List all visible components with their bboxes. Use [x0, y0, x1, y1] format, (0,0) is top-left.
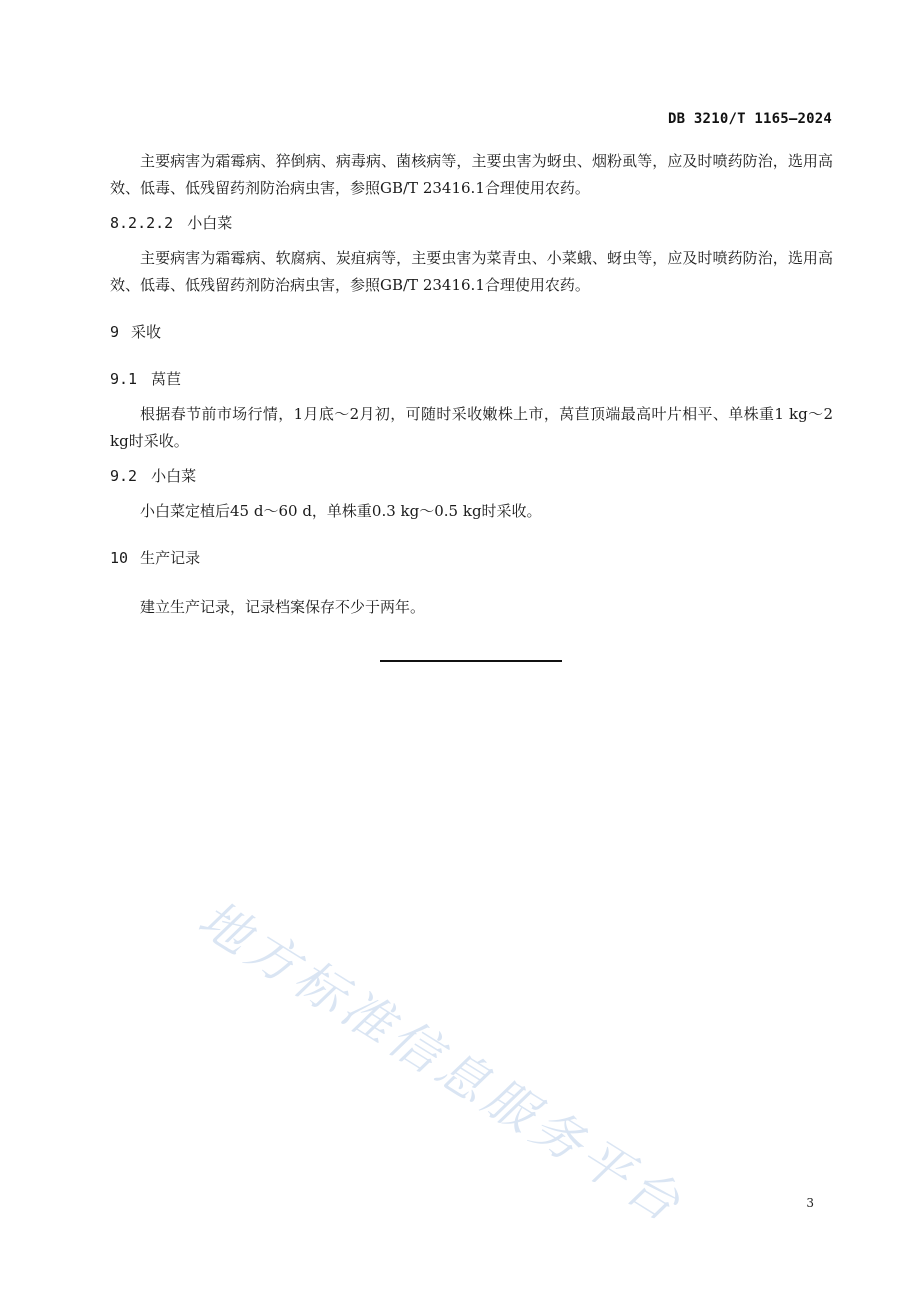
section-title: 小白菜 — [151, 467, 197, 485]
section-number: 9 — [110, 323, 120, 341]
document-code: DB 3210/T 1165—2024 — [668, 111, 832, 127]
section-title: 采收 — [131, 323, 162, 341]
section-number: 10 — [110, 549, 129, 567]
section-number: 9.2 — [110, 467, 138, 485]
document-content — [110, 148, 833, 621]
section-8-2-2-2-body: 主要病害为霜霉病、软腐病、炭疽病等，主要虫害为菜青虫、小菜蛾、蚜虫等，应及时喷药防治，选用高效、低毒、低残留药剂防治病虫害，参照GB/T 23416.1合理使用农药。 — [110, 249, 833, 294]
section-number: 8.2.2.2 — [110, 214, 174, 232]
section-9-1-heading — [110, 366, 833, 393]
watermark: 地方标准信息服务平台 — [188, 889, 695, 1236]
section-9-2-heading — [110, 463, 833, 490]
section-title: 生产记录 — [140, 549, 201, 567]
section-8-2-2-1-body: 主要病害为霜霉病、猝倒病、病毒病、菌核病等，主要虫害为蚜虫、烟粉虱等，应及时喷药防治，选用高效、低毒、低残留药剂防治病虫害，参照GB/T 23416.1合理使用农药。 — [110, 152, 833, 197]
section-10-heading — [110, 545, 833, 572]
section-10-body: 建立生产记录，记录档案保存不少于两年。 — [140, 598, 426, 616]
section-title: 小白菜 — [187, 214, 233, 232]
section-9-heading — [110, 319, 833, 346]
section-9-2-body: 小白菜定植后45 d～60 d，单株重0.3 kg～0.5 kg时采收。 — [140, 502, 542, 520]
section-9-1-body: 根据春节前市场行情，1月底～2月初，可随时采收嫩株上市，莴苣顶端最高叶片相平、单株重1 kg～2 kg时采收。 — [110, 405, 833, 450]
section-number: 9.1 — [110, 370, 138, 388]
end-of-document-rule — [380, 660, 562, 662]
section-title: 莴苣 — [151, 370, 182, 388]
section-8-2-2-2-heading — [110, 210, 833, 237]
page-number: 3 — [806, 1196, 814, 1210]
